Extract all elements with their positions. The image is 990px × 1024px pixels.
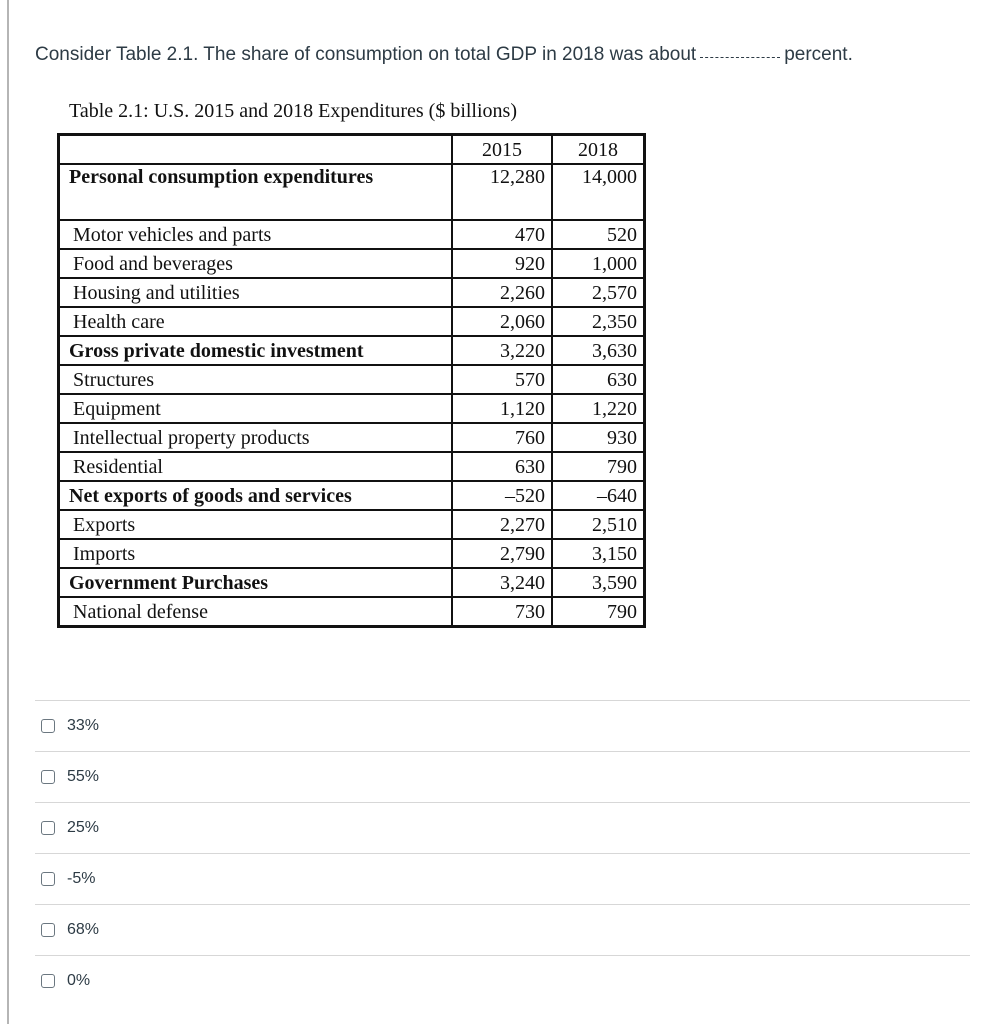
value-2018: 790 (552, 597, 645, 627)
row-label: Health care (59, 307, 453, 336)
table-row (59, 336, 645, 365)
checkbox[interactable] (41, 974, 55, 988)
answer-blank (700, 56, 780, 58)
row-label: Housing and utilities (59, 278, 453, 307)
value-2015: 470 (452, 220, 552, 249)
value-2015: –520 (452, 481, 552, 510)
table-row (59, 510, 645, 539)
option-label: 33% (67, 717, 100, 734)
option-label: 68% (67, 921, 100, 938)
row-label: Food and beverages (59, 249, 453, 278)
option-label: 55% (67, 768, 100, 785)
value-2018: 790 (552, 452, 645, 481)
question-text (35, 44, 853, 66)
table-row (59, 539, 645, 568)
row-label: Residential (59, 452, 453, 481)
value-2015: 570 (452, 365, 552, 394)
header-cell: 2015 (452, 135, 552, 165)
value-2015: 2,270 (452, 510, 552, 539)
row-label: National defense (59, 597, 453, 627)
row-label: Net exports of goods and services (59, 481, 453, 510)
value-2015: 760 (452, 423, 552, 452)
answer-options (35, 700, 970, 1006)
checkbox[interactable] (41, 770, 55, 784)
table-header-row (59, 135, 645, 165)
answer-option[interactable] (35, 700, 970, 751)
table-row (59, 481, 645, 510)
row-label: Exports (59, 510, 453, 539)
checkbox[interactable] (41, 872, 55, 886)
header-cell (59, 135, 453, 165)
value-2018: 630 (552, 365, 645, 394)
checkbox[interactable] (41, 719, 55, 733)
value-2015: 630 (452, 452, 552, 481)
value-2018: 3,630 (552, 336, 645, 365)
row-label: Imports (59, 539, 453, 568)
value-2015: 2,060 (452, 307, 552, 336)
checkbox[interactable] (41, 923, 55, 937)
table-row (59, 452, 645, 481)
row-label: Government Purchases (59, 568, 453, 597)
value-2018: 520 (552, 220, 645, 249)
table-row (59, 423, 645, 452)
value-2015: 3,240 (452, 568, 552, 597)
value-2015: 730 (452, 597, 552, 627)
question-suffix: percent. (784, 44, 853, 65)
value-2015: 3,220 (452, 336, 552, 365)
value-2018: 3,590 (552, 568, 645, 597)
table-row (59, 365, 645, 394)
answer-option[interactable] (35, 955, 970, 1006)
value-2018: 2,510 (552, 510, 645, 539)
row-label: Personal consumption expenditures (59, 164, 453, 220)
value-2018: –640 (552, 481, 645, 510)
checkbox[interactable] (41, 821, 55, 835)
table-row (59, 568, 645, 597)
table-row (59, 249, 645, 278)
row-label: Motor vehicles and parts (59, 220, 453, 249)
option-label: 0% (67, 972, 91, 989)
value-2018: 14,000 (552, 164, 645, 220)
row-label: Intellectual property products (59, 423, 453, 452)
row-label: Structures (59, 365, 453, 394)
value-2015: 12,280 (452, 164, 552, 220)
table-row (59, 278, 645, 307)
table-caption: Table 2.1: U.S. 2015 and 2018 Expenditures ($ billions) (69, 100, 517, 122)
value-2018: 1,000 (552, 249, 645, 278)
value-2015: 1,120 (452, 394, 552, 423)
table-row (59, 220, 645, 249)
table-row (59, 597, 645, 627)
value-2015: 2,790 (452, 539, 552, 568)
left-border (7, 0, 9, 1024)
expenditures-table (57, 133, 646, 628)
value-2018: 2,570 (552, 278, 645, 307)
value-2018: 3,150 (552, 539, 645, 568)
question-prefix: Consider Table 2.1. The share of consumption on total GDP in 2018 was about (35, 44, 697, 65)
answer-option[interactable] (35, 751, 970, 802)
table-row (59, 307, 645, 336)
answer-option[interactable] (35, 802, 970, 853)
option-label: 25% (67, 819, 100, 836)
value-2018: 930 (552, 423, 645, 452)
option-label: -5% (67, 870, 96, 887)
row-label: Equipment (59, 394, 453, 423)
answer-option[interactable] (35, 853, 970, 904)
answer-option[interactable] (35, 904, 970, 955)
header-cell: 2018 (552, 135, 645, 165)
row-label: Gross private domestic investment (59, 336, 453, 365)
value-2015: 2,260 (452, 278, 552, 307)
table-row (59, 394, 645, 423)
value-2015: 920 (452, 249, 552, 278)
value-2018: 1,220 (552, 394, 645, 423)
value-2018: 2,350 (552, 307, 645, 336)
table-row (59, 164, 645, 220)
